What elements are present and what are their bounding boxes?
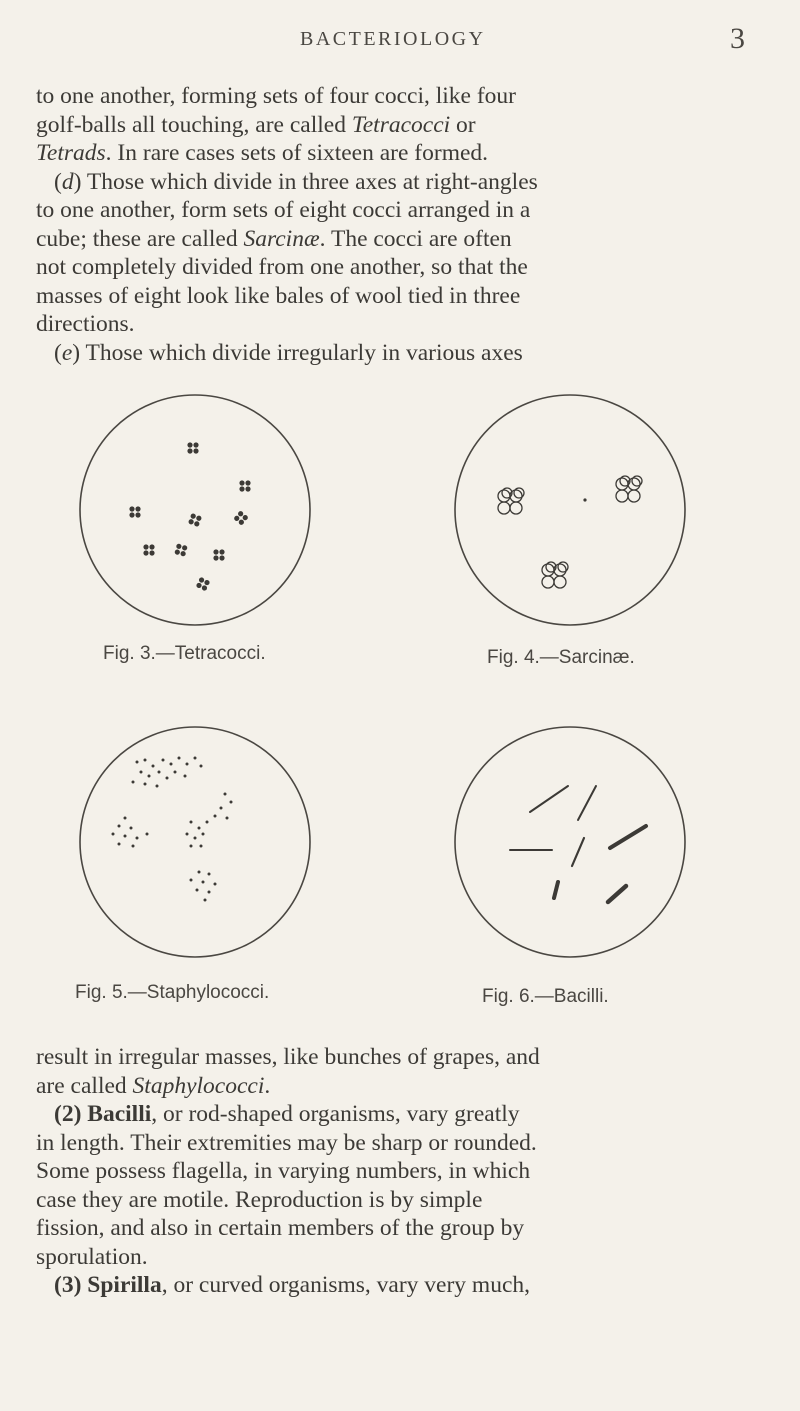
text-line: (3) Spirilla, or curved organisms, vary very much, <box>54 1272 531 1298</box>
term-tetrads: Tetrads <box>36 140 106 166</box>
caption-fig6: Fig. 6.—Bacilli. <box>482 986 609 1007</box>
heading-bacilli: (2) Bacilli <box>54 1101 152 1127</box>
figure-staphylococci <box>75 722 315 962</box>
text-line: sporulation. <box>36 1243 148 1270</box>
bottom-paragraph <box>36 1043 764 1300</box>
page-header <box>0 22 800 62</box>
text-line: masses of eight look like bales of wool tied in three <box>36 282 521 309</box>
text-line: (2) Bacilli, or rod-shaped organisms, vary greatly <box>54 1101 520 1127</box>
text-line: are called Staphylococci. <box>36 1072 271 1099</box>
caption-fig4: Fig. 4.—Sarcinæ. <box>487 647 635 668</box>
text-line: case they are motile. Reproduction is by simple <box>36 1186 483 1213</box>
figure-tetracocci <box>75 390 315 630</box>
term-tetracocci: Tetracocci <box>351 111 451 138</box>
text-line: (d) Those which divide in three axes at right-angles <box>54 168 538 195</box>
text-line: result in irregular masses, like bunches of grapes, and <box>36 1044 540 1070</box>
figure-sarcinae <box>450 390 690 630</box>
text-line: golf-balls all touching, are called Tetracocci or <box>36 111 476 138</box>
text-line: cube; these are called Sarcinæ. The cocci are often <box>36 225 512 252</box>
heading-spirilla: (3) Spirilla <box>54 1272 162 1298</box>
text-line: fission, and also in certain members of the group by <box>36 1215 525 1241</box>
running-head: BACTERIOLOGY <box>300 28 486 50</box>
text-line: not completely divided from one another, so that the <box>36 254 528 280</box>
text-line: to one another, form sets of eight cocci arranged in a <box>36 197 531 223</box>
figure-bacilli <box>450 722 690 962</box>
text-line: (e) Those which divide irregularly in various axes <box>54 339 523 366</box>
text-line: directions. <box>36 311 135 337</box>
text-line: in length. Their extremities may be sharp or rounded. <box>36 1129 537 1156</box>
term-sarcinae: Sarcinæ <box>243 225 320 252</box>
text-line: to one another, forming sets of four cocci, like four <box>36 83 517 109</box>
caption-fig3: Fig. 3.—Tetracocci. <box>103 643 266 664</box>
text-line: Tetrads. In rare cases sets of sixteen are formed. <box>36 140 489 166</box>
caption-fig5: Fig. 5.—Staphylococci. <box>75 982 270 1003</box>
term-staphylococci: Staphylococci <box>132 1072 265 1099</box>
page-number: 3 <box>730 22 745 55</box>
text-line: Some possess flagella, in varying numbers, in which <box>36 1158 531 1184</box>
top-paragraph <box>36 82 764 367</box>
